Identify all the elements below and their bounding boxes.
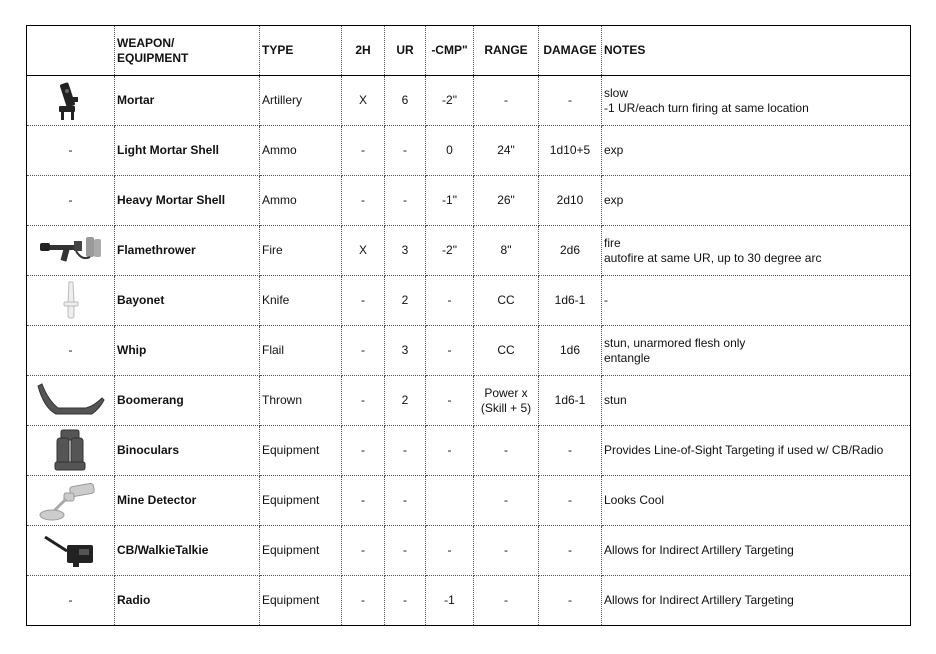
item-picture-cell: [27, 326, 115, 376]
walkie-talkie-icon: [29, 529, 112, 573]
item-cmp: [426, 476, 474, 526]
item-type: Ammo: [260, 176, 342, 226]
item-ur: 6: [385, 76, 426, 126]
item-cmp: -: [426, 426, 474, 476]
table-row: [27, 76, 911, 126]
item-picture-placeholder: -: [68, 143, 73, 157]
item-type: Knife: [260, 276, 342, 326]
item-name: Mine Detector: [115, 476, 260, 526]
item-picture-placeholder: -: [68, 593, 73, 607]
header-ur: UR: [385, 26, 426, 76]
header-weapon: WEAPON/ EQUIPMENT: [115, 26, 260, 76]
item-notes: stun: [602, 376, 911, 426]
header-cmp: -CMP": [426, 26, 474, 76]
item-cmp: -1: [426, 576, 474, 626]
item-name: Heavy Mortar Shell: [115, 176, 260, 226]
header-row: [27, 26, 911, 76]
item-type: Equipment: [260, 526, 342, 576]
binoculars-icon: [29, 428, 112, 474]
item-range: 24": [474, 126, 539, 176]
header-type: TYPE: [260, 26, 342, 76]
item-2h: -: [342, 176, 385, 226]
item-ur: 3: [385, 326, 426, 376]
item-ur: -: [385, 126, 426, 176]
item-cmp: -1": [426, 176, 474, 226]
item-2h: -: [342, 126, 385, 176]
item-picture-cell: [27, 426, 115, 476]
item-notes: Allows for Indirect Artillery Targeting: [602, 526, 911, 576]
item-notes: Provides Line-of-Sight Targeting if used w/ CB/Radio: [602, 426, 911, 476]
item-notes: Allows for Indirect Artillery Targeting: [602, 576, 911, 626]
item-name: Boomerang: [115, 376, 260, 426]
item-picture-cell: [27, 526, 115, 576]
item-2h: -: [342, 276, 385, 326]
item-ur: 2: [385, 376, 426, 426]
item-picture-cell: [27, 476, 115, 526]
item-notes: -: [602, 276, 911, 326]
item-type: Flail: [260, 326, 342, 376]
item-notes: exp: [602, 176, 911, 226]
item-cmp: -2": [426, 76, 474, 126]
item-type: Equipment: [260, 576, 342, 626]
equipment-table: [26, 25, 911, 626]
item-picture-cell: [27, 176, 115, 226]
item-name: Flamethrower: [115, 226, 260, 276]
table-row: [27, 326, 911, 376]
item-damage: -: [539, 426, 602, 476]
item-ur: -: [385, 176, 426, 226]
item-range: -: [474, 576, 539, 626]
table-row: [27, 476, 911, 526]
item-notes: fire autofire at same UR, up to 30 degree arc: [602, 226, 911, 276]
item-type: Equipment: [260, 476, 342, 526]
item-notes: Looks Cool: [602, 476, 911, 526]
header-2h: 2H: [342, 26, 385, 76]
item-cmp: -2": [426, 226, 474, 276]
item-ur: 3: [385, 226, 426, 276]
header-range: RANGE: [474, 26, 539, 76]
item-damage: -: [539, 576, 602, 626]
item-notes: slow -1 UR/each turn firing at same location: [602, 76, 911, 126]
item-damage: 2d6: [539, 226, 602, 276]
item-cmp: -: [426, 276, 474, 326]
item-range: -: [474, 76, 539, 126]
header-notes: NOTES: [602, 26, 911, 76]
flamethrower-icon: [29, 231, 112, 271]
item-2h: -: [342, 476, 385, 526]
item-cmp: 0: [426, 126, 474, 176]
mine-detector-icon: [29, 479, 112, 523]
table-row: [27, 526, 911, 576]
mortar-icon: [29, 79, 112, 123]
item-damage: -: [539, 526, 602, 576]
item-notes: stun, unarmored flesh only entangle: [602, 326, 911, 376]
item-ur: -: [385, 426, 426, 476]
table-row: [27, 376, 911, 426]
item-picture-cell: [27, 376, 115, 426]
item-cmp: -: [426, 326, 474, 376]
item-range: CC: [474, 326, 539, 376]
item-ur: -: [385, 526, 426, 576]
item-cmp: -: [426, 526, 474, 576]
item-2h: -: [342, 526, 385, 576]
item-name: CB/WalkieTalkie: [115, 526, 260, 576]
header-icon: [27, 26, 115, 76]
item-picture-cell: [27, 226, 115, 276]
item-2h: -: [342, 426, 385, 476]
item-range: Power x (Skill + 5): [474, 376, 539, 426]
item-type: Artillery: [260, 76, 342, 126]
table-row: [27, 176, 911, 226]
item-picture-cell: [27, 276, 115, 326]
item-damage: 1d6-1: [539, 376, 602, 426]
item-picture-placeholder: -: [68, 193, 73, 207]
header-damage: DAMAGE: [539, 26, 602, 76]
item-damage: 2d10: [539, 176, 602, 226]
item-name: Radio: [115, 576, 260, 626]
boomerang-icon: [29, 378, 112, 424]
item-damage: 1d6: [539, 326, 602, 376]
table-row: [27, 126, 911, 176]
bayonet-icon: [29, 278, 112, 324]
item-picture-placeholder: -: [68, 343, 73, 357]
item-type: Thrown: [260, 376, 342, 426]
item-2h: X: [342, 226, 385, 276]
item-name: Bayonet: [115, 276, 260, 326]
item-type: Fire: [260, 226, 342, 276]
item-name: Whip: [115, 326, 260, 376]
item-2h: -: [342, 576, 385, 626]
item-range: CC: [474, 276, 539, 326]
item-notes: exp: [602, 126, 911, 176]
item-damage: 1d6-1: [539, 276, 602, 326]
item-name: Binoculars: [115, 426, 260, 476]
item-range: 26": [474, 176, 539, 226]
item-name: Mortar: [115, 76, 260, 126]
item-picture-cell: [27, 126, 115, 176]
item-type: Equipment: [260, 426, 342, 476]
item-type: Ammo: [260, 126, 342, 176]
item-damage: 1d10+5: [539, 126, 602, 176]
item-range: -: [474, 476, 539, 526]
item-2h: X: [342, 76, 385, 126]
item-2h: -: [342, 326, 385, 376]
item-name: Light Mortar Shell: [115, 126, 260, 176]
item-ur: 2: [385, 276, 426, 326]
item-damage: -: [539, 76, 602, 126]
table-row: [27, 576, 911, 626]
table-row: [27, 276, 911, 326]
item-range: -: [474, 426, 539, 476]
item-picture-cell: [27, 576, 115, 626]
table-row: [27, 426, 911, 476]
item-range: -: [474, 526, 539, 576]
item-cmp: -: [426, 376, 474, 426]
item-picture-cell: [27, 76, 115, 126]
table-row: [27, 226, 911, 276]
item-2h: -: [342, 376, 385, 426]
item-ur: -: [385, 576, 426, 626]
item-damage: -: [539, 476, 602, 526]
item-range: 8": [474, 226, 539, 276]
item-ur: -: [385, 476, 426, 526]
